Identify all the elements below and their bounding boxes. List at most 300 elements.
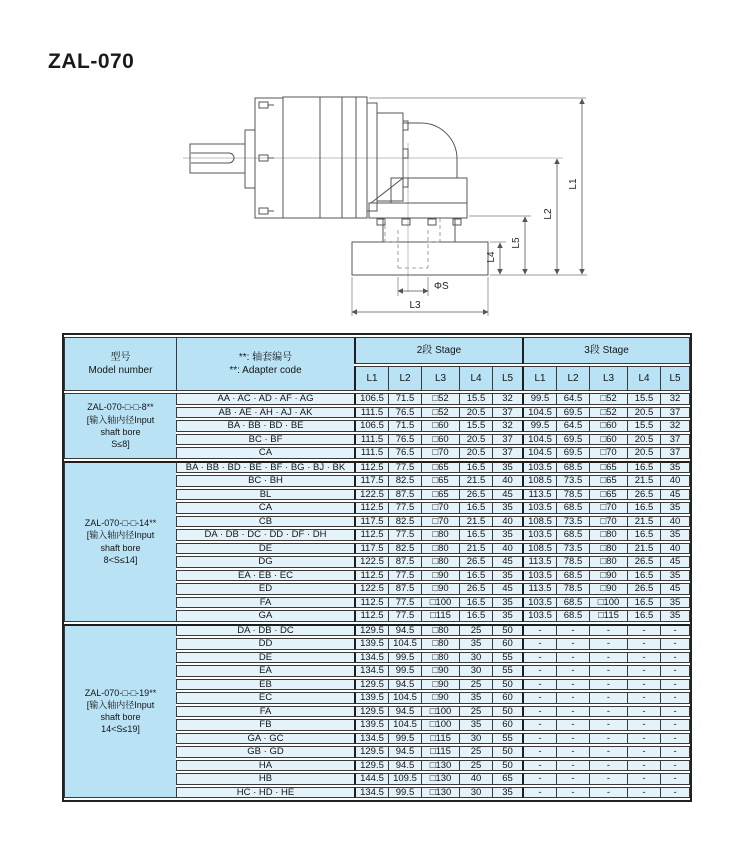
dim-value-cell: □52 [589,393,627,405]
dim-value-cell: 77.5 [388,502,421,514]
extension-lines [352,98,587,316]
dim-value-cell: 64.5 [556,393,589,405]
dim-value-cell: 26.5 [459,489,492,501]
dim-value-cell: 30 [459,787,492,799]
dim-value-cell: - [556,665,589,677]
dim-value-cell: 37 [492,434,522,446]
dim-value-cell: 20.5 [459,447,492,459]
adapter-code-cell: DE [176,543,354,555]
adapter-code-cell: AB · AE · AH · AJ · AK [176,407,354,419]
dim-value-cell: 77.5 [388,461,421,474]
dim-value-cell: □90 [421,583,459,595]
dim-value-cell: - [522,719,556,731]
dim-value-cell: 50 [492,624,522,637]
dim-value-cell: 99.5 [522,420,556,432]
dim-value-cell: - [589,665,627,677]
adapter-code-cell: BA · BB · BD · BE [176,420,354,432]
dim-value-cell: 21.5 [459,475,492,487]
header-adapter-zh: **: 轴套编号 [238,351,293,363]
dim-value-cell: - [660,624,690,637]
dim-value-cell: - [589,787,627,799]
dim-value-cell: 68.5 [556,529,589,541]
dim-value-cell: 129.5 [354,760,388,772]
dim-value-cell: 45 [492,583,522,595]
dim-value-cell: □65 [421,489,459,501]
dim-value-cell: 25 [459,679,492,691]
dim-value-cell: 20.5 [627,407,660,419]
dim-value-cell: □130 [421,760,459,772]
dim-value-cell: 16.5 [459,461,492,474]
dim-value-cell: 112.5 [354,502,388,514]
dim-value-cell: 16.5 [627,502,660,514]
dim-value-cell: 103.5 [522,570,556,582]
header-dim-stage3-l2: L2 [556,366,589,391]
dim-label-phi-s: ΦS [434,281,449,292]
dim-value-cell: 16.5 [627,570,660,582]
dim-value-cell: 15.5 [459,393,492,405]
dim-value-cell: 68.5 [556,597,589,609]
adapter-code-cell: AA · AC · AD · AF · AG [176,393,354,405]
dim-value-cell: 40 [492,543,522,555]
dim-value-cell: 21.5 [627,516,660,528]
adapter-code-cell: DD [176,638,354,650]
dim-value-cell: 20.5 [627,447,660,459]
adapter-code-cell: ED [176,583,354,595]
dim-value-cell: □70 [589,516,627,528]
dim-value-cell: 35 [459,638,492,650]
adapter-code-cell: BA · BB · BD · BE · BF · BG · BJ · BK [176,461,354,474]
dim-value-cell: □70 [421,447,459,459]
dim-value-cell: 25 [459,706,492,718]
dim-value-cell: - [627,706,660,718]
dim-value-cell: 30 [459,652,492,664]
dim-value-cell: □80 [421,556,459,568]
dim-value-cell: 25 [459,624,492,637]
dim-value-cell: 35 [492,529,522,541]
dim-value-cell: 68.5 [556,502,589,514]
dim-value-cell: 104.5 [522,447,556,459]
dim-value-cell: 94.5 [388,679,421,691]
dim-value-cell: 82.5 [388,516,421,528]
dim-value-cell: 94.5 [388,706,421,718]
dim-value-cell: 15.5 [459,420,492,432]
dim-value-cell: 26.5 [627,583,660,595]
dim-value-cell: - [556,719,589,731]
dim-value-cell: 16.5 [459,610,492,622]
dim-value-cell: 40 [660,516,690,528]
dim-value-cell: □100 [421,597,459,609]
header-dim-stage3-l5: L5 [660,366,690,391]
dim-value-cell: - [522,652,556,664]
dim-value-cell: 112.5 [354,461,388,474]
dim-value-cell: 21.5 [627,543,660,555]
dim-value-cell: 77.5 [388,570,421,582]
dim-value-cell: - [556,652,589,664]
dim-value-cell: - [627,719,660,731]
dim-value-cell: - [627,624,660,637]
dim-value-cell: 35 [660,570,690,582]
dim-value-cell: 69.5 [556,447,589,459]
dim-value-cell: 35 [492,610,522,622]
dim-value-cell: - [522,692,556,704]
dim-value-cell: 32 [660,420,690,432]
dim-value-cell: 78.5 [556,489,589,501]
dim-value-cell: 21.5 [459,516,492,528]
dim-value-cell: - [556,746,589,758]
dim-value-cell: 129.5 [354,624,388,637]
dim-value-cell: - [589,624,627,637]
dim-value-cell: □65 [421,475,459,487]
dim-value-cell: □52 [589,407,627,419]
table-row [64,393,690,405]
dim-value-cell: 69.5 [556,434,589,446]
header-dim-stage2-l1: L1 [354,366,388,391]
table-row [64,624,690,637]
dim-value-cell: □90 [421,679,459,691]
dim-value-cell: 122.5 [354,489,388,501]
adapter-code-cell: GA · GC [176,733,354,745]
dim-value-cell: 103.5 [522,461,556,474]
dim-value-cell: 50 [492,760,522,772]
dim-value-cell: - [589,679,627,691]
dim-value-cell: - [660,706,690,718]
dim-value-cell: 25 [459,760,492,772]
dim-value-cell: - [660,692,690,704]
dim-value-cell: 73.5 [556,475,589,487]
dim-value-cell: 103.5 [522,610,556,622]
dim-value-cell: 104.5 [522,407,556,419]
dim-value-cell: □70 [589,447,627,459]
dim-value-cell: - [660,652,690,664]
dim-value-cell: 35 [660,502,690,514]
dim-value-cell: - [660,638,690,650]
dim-value-cell: 108.5 [522,543,556,555]
dim-value-cell: 144.5 [354,773,388,785]
dim-value-cell: 32 [660,393,690,405]
dim-value-cell: 134.5 [354,652,388,664]
dim-value-cell: - [627,652,660,664]
dim-label-l1: L1 [568,178,579,190]
dim-value-cell: 35 [459,692,492,704]
dim-value-cell: □52 [421,407,459,419]
dim-value-cell: □80 [589,529,627,541]
adapter-code-cell: CA [176,502,354,514]
dim-value-cell: □60 [589,434,627,446]
dim-value-cell: - [522,665,556,677]
dim-value-cell: 65 [492,773,522,785]
dim-value-cell: □115 [421,746,459,758]
header-dim-stage2-l4: L4 [459,366,492,391]
dim-value-cell: 15.5 [627,393,660,405]
dim-value-cell: 108.5 [522,475,556,487]
dim-value-cell: 76.5 [388,434,421,446]
dim-value-cell: □65 [589,475,627,487]
dim-value-cell: □60 [589,420,627,432]
dim-value-cell: - [660,773,690,785]
dim-value-cell: - [589,638,627,650]
dim-value-cell: 30 [459,733,492,745]
dim-label-l2: L2 [543,208,554,220]
dim-value-cell: - [627,760,660,772]
dim-value-cell: 99.5 [388,733,421,745]
dim-value-cell: 50 [492,706,522,718]
dim-value-cell: 40 [660,475,690,487]
dim-value-cell: 122.5 [354,556,388,568]
dim-value-cell: 35 [660,597,690,609]
dim-value-cell: 103.5 [522,597,556,609]
dim-value-cell: 16.5 [627,610,660,622]
adapter-code-cell: FB [176,719,354,731]
dim-value-cell: 111.5 [354,407,388,419]
dim-value-cell: 71.5 [388,420,421,432]
dim-value-cell: 68.5 [556,570,589,582]
dim-value-cell: 104.5 [388,692,421,704]
dim-value-cell: □70 [421,516,459,528]
dim-value-cell: 20.5 [459,407,492,419]
dim-value-cell: 16.5 [459,502,492,514]
adapter-code-cell: BC · BF [176,434,354,446]
dim-value-cell: □90 [421,570,459,582]
dim-value-cell: 112.5 [354,529,388,541]
adapter-code-cell: HA [176,760,354,772]
dim-value-cell: 139.5 [354,719,388,731]
dim-value-cell: 73.5 [556,543,589,555]
dim-value-cell: 99.5 [388,652,421,664]
dim-value-cell: 108.5 [522,516,556,528]
header-dim-stage2-l2: L2 [388,366,421,391]
dim-value-cell: □65 [589,489,627,501]
dim-value-cell: 73.5 [556,516,589,528]
dim-value-cell: 77.5 [388,597,421,609]
dim-value-cell: - [589,706,627,718]
dim-value-cell: 78.5 [556,556,589,568]
dim-value-cell: 16.5 [627,529,660,541]
dim-value-cell: 87.5 [388,489,421,501]
dim-value-cell: - [589,746,627,758]
dim-value-cell: 40 [459,773,492,785]
dim-value-cell: 69.5 [556,407,589,419]
dim-value-cell: 26.5 [627,556,660,568]
dim-value-cell: 60 [492,692,522,704]
dim-value-cell: 68.5 [556,461,589,474]
dim-value-cell: □100 [589,597,627,609]
dim-value-cell: - [589,733,627,745]
dim-value-cell: - [589,692,627,704]
dim-value-cell: 104.5 [522,434,556,446]
dim-value-cell: 122.5 [354,583,388,595]
dim-value-cell: □115 [421,610,459,622]
dim-value-cell: 45 [660,583,690,595]
adapter-code-cell: HC · HD · HE [176,787,354,799]
dim-value-cell: - [660,746,690,758]
model-group-cell: ZAL-070-□-□-14** [输入轴内径Input shaft bore 8<S≤14] [64,461,176,622]
spec-table [62,333,692,802]
dim-value-cell: 82.5 [388,475,421,487]
dim-value-cell: - [522,679,556,691]
table-body [64,393,690,798]
dim-value-cell: - [556,624,589,637]
dim-value-cell: 35 [492,461,522,474]
dim-value-cell: 35 [492,787,522,799]
dim-value-cell: 37 [660,434,690,446]
dim-value-cell: 35 [459,719,492,731]
dim-value-cell: □70 [421,502,459,514]
dim-value-cell: 113.5 [522,583,556,595]
dim-value-cell: - [589,652,627,664]
adapter-code-cell: FA [176,706,354,718]
dim-value-cell: □80 [421,638,459,650]
dim-value-cell: 117.5 [354,516,388,528]
dim-value-cell: 32 [492,393,522,405]
dim-value-cell: 26.5 [459,556,492,568]
dim-value-cell: 16.5 [459,529,492,541]
adapter-code-cell: DA · DB · DC [176,624,354,637]
dim-value-cell: 35 [660,610,690,622]
header-adapter-en: **: Adapter code [229,365,302,376]
dim-value-cell: 40 [492,516,522,528]
dim-value-cell: 64.5 [556,420,589,432]
dim-value-cell: 37 [492,447,522,459]
dim-value-cell: 134.5 [354,665,388,677]
dim-value-cell: 87.5 [388,556,421,568]
dim-value-cell: 77.5 [388,610,421,622]
dim-value-cell: □60 [421,420,459,432]
dim-value-cell: 78.5 [556,583,589,595]
dim-value-cell: 129.5 [354,679,388,691]
dim-value-cell: 40 [492,475,522,487]
dim-value-cell: □90 [421,692,459,704]
input-shaft [190,130,255,188]
dim-value-cell: 35 [660,461,690,474]
dim-value-cell: 45 [660,489,690,501]
adapter-code-cell: BL [176,489,354,501]
dim-value-cell: 16.5 [627,597,660,609]
dim-value-cell: □70 [589,502,627,514]
dim-value-cell: 104.5 [388,638,421,650]
page-title: ZAL-070 [48,50,135,73]
dim-value-cell: - [627,692,660,704]
dim-value-cell: - [556,787,589,799]
dim-value-cell: - [589,773,627,785]
dim-value-cell: □130 [421,787,459,799]
dim-value-cell: - [522,733,556,745]
dim-value-cell: 55 [492,652,522,664]
header-dim-stage3-l1: L1 [522,366,556,391]
dim-value-cell: 55 [492,665,522,677]
dim-value-cell: - [556,760,589,772]
dim-value-cell: 20.5 [627,434,660,446]
dim-value-cell: - [660,787,690,799]
dim-value-cell: 94.5 [388,760,421,772]
dim-value-cell: - [627,746,660,758]
dim-value-cell: 26.5 [627,489,660,501]
dim-value-cell: 16.5 [459,597,492,609]
dim-value-cell: 60 [492,638,522,650]
gearbox-dimension-drawing [145,85,605,325]
dim-value-cell: 35 [492,597,522,609]
model-group-cell: ZAL-070-□-□-8** [输入轴内径Input shaft bore S≤8] [64,393,176,459]
dim-value-cell: 37 [660,447,690,459]
dim-label-l5: L5 [511,237,522,249]
dim-value-cell: 139.5 [354,692,388,704]
adapter-code-cell: DG [176,556,354,568]
dim-value-cell: 112.5 [354,570,388,582]
dim-value-cell: 134.5 [354,733,388,745]
header-stage2: 2段 Stage [354,337,522,364]
dim-value-cell: 25 [459,746,492,758]
dim-value-cell: □52 [421,393,459,405]
elbow-head [369,123,467,218]
dim-value-cell: 112.5 [354,610,388,622]
dim-value-cell: 99.5 [388,787,421,799]
dim-value-cell: 37 [492,407,522,419]
dim-value-cell: - [627,665,660,677]
header-dim-stage3-l3: L3 [589,366,627,391]
dim-value-cell: 117.5 [354,543,388,555]
dim-value-cell: 134.5 [354,787,388,799]
dim-value-cell: □60 [421,434,459,446]
output-flange [352,218,488,275]
dim-value-cell: 15.5 [627,420,660,432]
dim-value-cell: - [627,733,660,745]
dim-value-cell: - [556,733,589,745]
dim-value-cell: 26.5 [459,583,492,595]
dim-value-cell: - [556,773,589,785]
dim-value-cell: - [556,706,589,718]
dim-value-cell: □80 [589,543,627,555]
dim-value-cell: 55 [492,733,522,745]
dim-value-cell: - [660,719,690,731]
dim-value-cell: 111.5 [354,447,388,459]
header-adapter-code [176,337,354,391]
dim-value-cell: 111.5 [354,434,388,446]
dim-value-cell: 76.5 [388,407,421,419]
dim-value-cell: 103.5 [522,502,556,514]
dim-value-cell: □90 [421,665,459,677]
dim-value-cell: □80 [421,543,459,555]
dim-value-cell: 109.5 [388,773,421,785]
dim-value-cell: 60 [492,719,522,731]
dim-value-cell: 117.5 [354,475,388,487]
dim-value-cell: - [660,679,690,691]
dim-value-cell: 129.5 [354,706,388,718]
dim-value-cell: □80 [421,624,459,637]
dim-value-cell: 112.5 [354,597,388,609]
dim-value-cell: 35 [492,502,522,514]
gearbox-body [283,97,367,218]
dim-value-cell: 21.5 [459,543,492,555]
adapter-code-cell: DA · DB · DC · DD · DF · DH [176,529,354,541]
dim-label-l3: L3 [409,300,421,311]
dim-value-cell: - [589,719,627,731]
dim-value-cell: 99.5 [522,393,556,405]
adapter-code-cell: FA [176,597,354,609]
adapter-code-cell: GA [176,610,354,622]
dim-value-cell: 76.5 [388,447,421,459]
dim-value-cell: - [556,679,589,691]
dim-value-cell: □100 [421,719,459,731]
adapter-code-cell: BC · BH [176,475,354,487]
dim-value-cell: - [660,665,690,677]
dim-value-cell: 37 [660,407,690,419]
dim-value-cell: 77.5 [388,529,421,541]
dim-value-cell: - [660,760,690,772]
dim-value-cell: □90 [589,583,627,595]
dim-value-cell: 99.5 [388,665,421,677]
adapter-code-cell: DE [176,652,354,664]
dim-value-cell: - [627,679,660,691]
dim-value-cell: - [627,773,660,785]
